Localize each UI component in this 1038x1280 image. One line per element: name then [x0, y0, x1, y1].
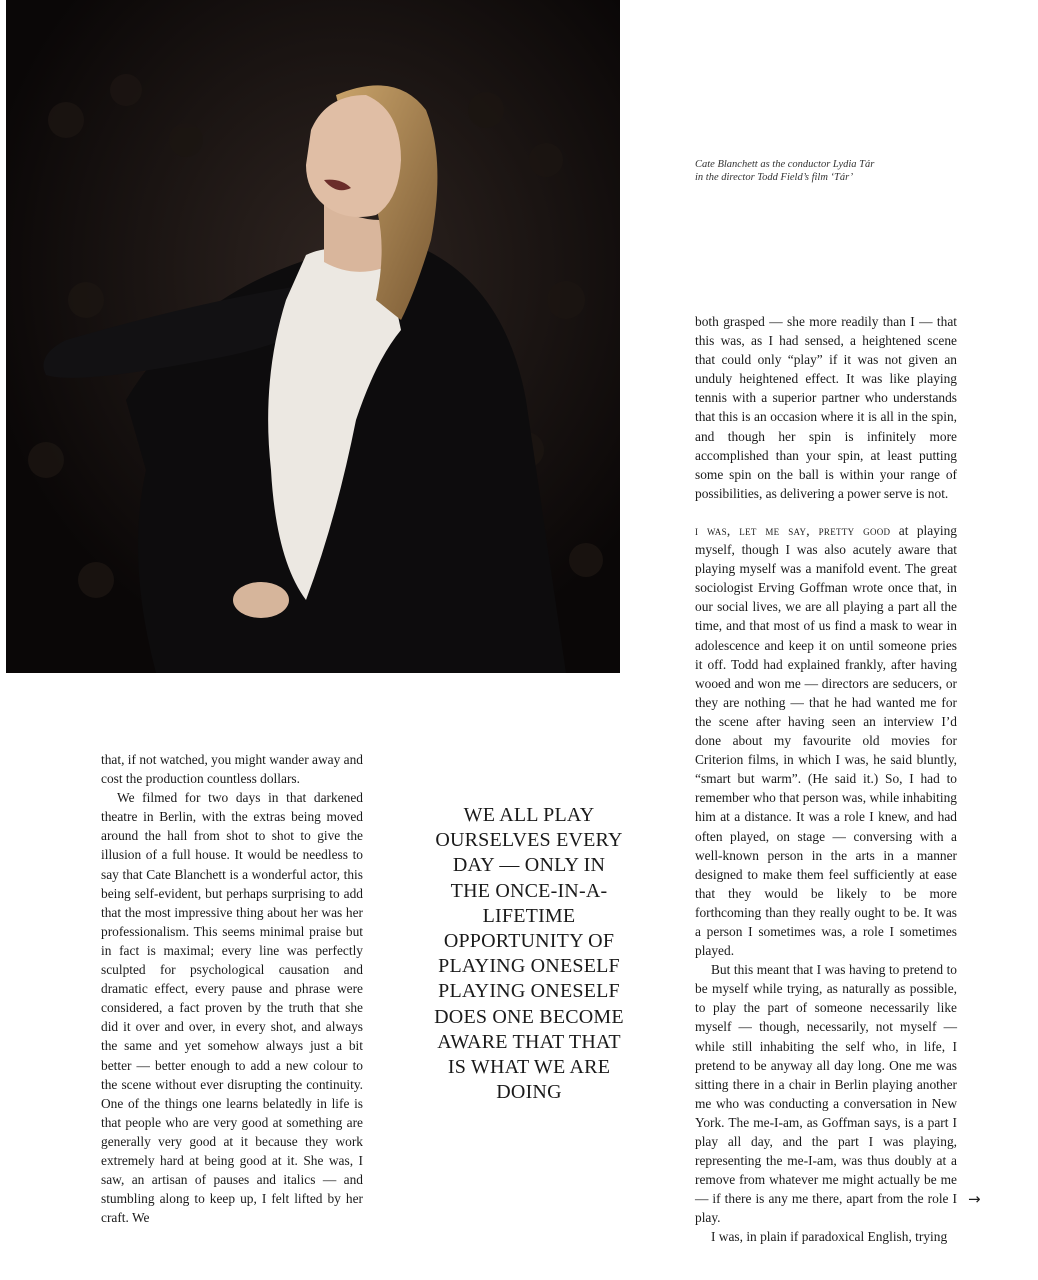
paragraph: We filmed for two days in that darkened theatre in Berlin, with the extras being moved around the hall from shot to shot to give the illusion of a full house. It would be needless to say that Cate Blanchett is a wonderful actor, this being self-evident, but perhaps surprising to add that the most impressive thing about her was her professionalism. This seems minimal praise but in fact is maximal; every line was perfectly sculpted for psychological causation and dramatic effect, every pause and phrase were considered, a fact proven by the truth that she did it over and over, in every shot, and always the same and yet somehow always just a bit better — better enough to add a new colour to the scene without ever disrupting the continuity. One of the things one learns belatedly in life is that people who are very good at something are generally very good at it because they work extremely hard at being good at it. She was, I saw, an artisan of pauses and italics — and stumbling along to keep up, I felt lifted by her craft. We [101, 790, 363, 1226]
paragraph: that, if not watched, you might wander away and cost the production countless dollars. [101, 752, 363, 787]
paragraph: both grasped — she more readily than I — that this was, as I had sensed, a heightened scene that could only “play” if it was not given an unduly heightened effect. It was like playing tennis with a superior partner who understands that this is an occasion where it is all in the spin, and though her spin is infinitely more accomplished than your spin, at least putting some spin on the ball is within your range of possibilities, as delivering a power serve is not. [695, 314, 957, 501]
pull-quote: WE ALL PLAY OURSELVES EVERY DAY — ONLY IN THE ONCE-IN-A-LIFETIME OPPORTUNITY OF PLAYING ONESELF PLAYING ONESELF DOES ONE BECOME AWARE THAT THAT IS WHAT WE ARE DOING [434, 804, 624, 1104]
lead-in-smallcaps: i was, let me say, pretty good [695, 523, 891, 538]
paragraph: I was, in plain if paradoxical English, trying [711, 1229, 948, 1245]
conductor-photo [6, 0, 620, 673]
lead-paragraph-text: at playing myself, though I was also acutely aware that playing myself was a manifold event. The great sociologist Erving Goffman wrote once that, in our social lives, we are all playing a part all the time, and that most of us find a mask to wear in adolescence and keep it on until someone pries it off. Todd had explained frankly, after having wooed and won me — directors are seducers, or they are nothing — that he had wanted me for the scene after having seen an interview I’d done about my favourite old movies for Criterion films, in which I was, he said bluntly, “smart but warm”. (He said it.) So, I had to remember who that person was, while inhabiting him at a distance. It was a role I knew, and had often played, on stage — conversing with a well-known person in the arts in a manner designed to make them feel sufficiently at ease that they would be likely to be more forthcoming than they really ought to be. It was a person I sometimes was, a role I sometimes played. [695, 523, 957, 959]
right-column-top [695, 312, 957, 503]
caption-line-2: in the director Todd Field’s film ‘Tár’ [695, 172, 854, 183]
paragraph-lead [695, 521, 957, 960]
paragraph: But this meant that I was having to pretend to be myself while trying, as naturally as possible, to play the part of someone necessarily like myself — though, necessarily, not myself — while still inhabiting the self who, in life, I pretend to be anyway all day long. One me was sitting there in a chair in Berlin playing another me who was conducting a conversation in New York. The me-I-am, as Goffman says, is a part I play all day, and the part I was playing, representing the me-I-am, was thus doubly at a remove from whatever me might actually be me — if there is any me there, apart from the role I play. [695, 962, 957, 1226]
caption-line-1: Cate Blanchett as the conductor Lydia Tár [695, 159, 875, 170]
right-column [695, 521, 957, 1247]
left-column [101, 750, 363, 1227]
conductor-illustration [6, 0, 620, 673]
continue-arrow-icon[interactable]: → [968, 1190, 981, 1208]
photo-caption [695, 158, 955, 184]
